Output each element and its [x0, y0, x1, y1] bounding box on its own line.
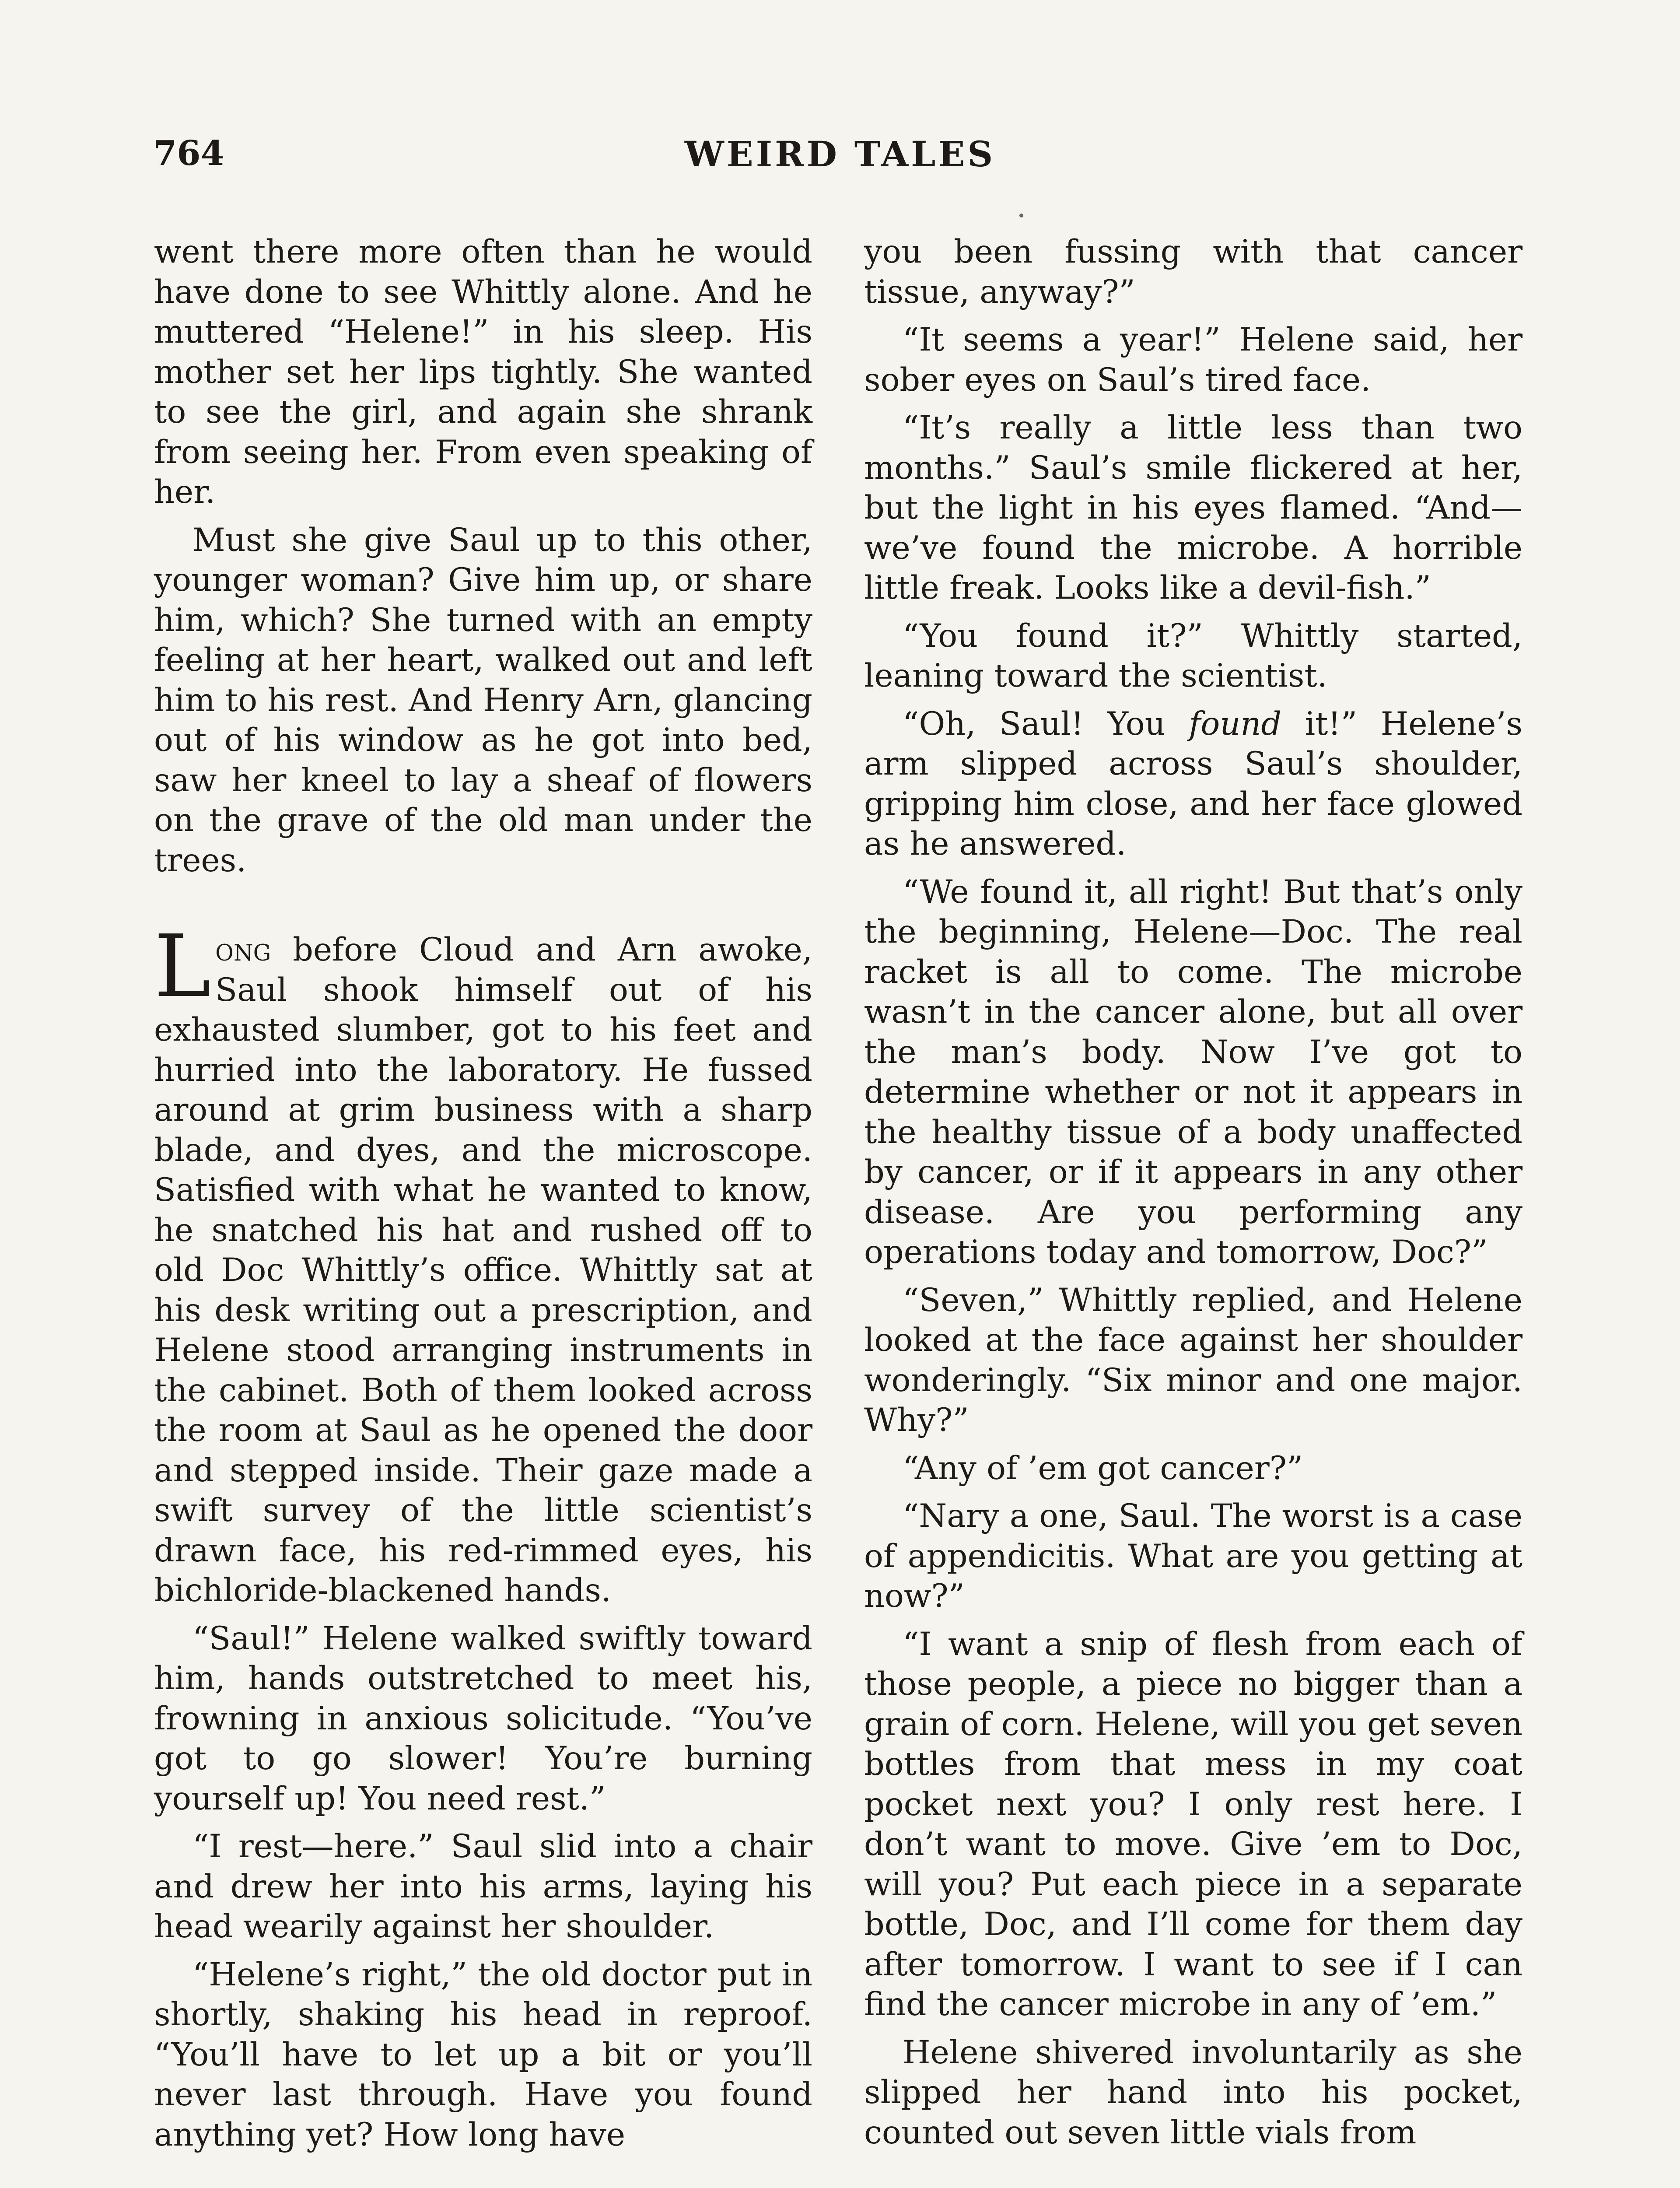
- paragraph: “Any of ’em got cancer?”: [903, 1449, 1303, 1487]
- paragraph: went there more often than he would have done to see Whittly alone. And he muttered “Helene!” in his sleep. His mother set her lips tightly. She wanted to see the girl, and again she shrank from seeing her. From even speaking of her.: [154, 233, 812, 511]
- paragraph: “I rest—here.” Saul slid into a chair and drew her into his arms, laying his head wearily against her shoulder.: [154, 1828, 812, 1945]
- paragraph: “I want a snip of flesh from each of those people, a piece no bigger than a grain of corn. Helene, will you get seven bottles from that mess in my coat pocket next you? I only rest here. I don’t want to move. Give ’em to Doc, will you? Put each piece in a separate bottle, Doc, and I’ll come for them day after tomorrow. I want to see if I can find the cancer microbe in any of ’em.”: [864, 1625, 1522, 2023]
- left-column: [154, 232, 812, 2163]
- paragraph: you been fussing with that cancer tissue, anyway?”: [864, 233, 1522, 311]
- paragraph: Must she give Saul up to this other, younger woman? Give him up, or share him, which? She turned with an empty feeling at her heart, walked out and left him to his rest. And Henry Arn, glancing out of his window as he got into bed, saw her kneel to lay a sheaf of flowers on the grave of the old man under the trees.: [154, 521, 812, 879]
- paragraph: “It’s really a little less than two months.” Saul’s smile flickered at her, but the light in his eyes flamed. “And—we’ve found the microbe. A horrible little freak. Looks like a devil-fish.”: [864, 409, 1522, 607]
- italic-emphasis: found: [1189, 705, 1282, 743]
- running-title: WEIRD TALES: [684, 133, 996, 175]
- paragraph: Helene shivered involuntarily as she slipped her hand into his pocket, counted out seven little vials from: [864, 2034, 1522, 2151]
- paragraph-text: it!” Helene’s arm slipped across Saul’s shoulder, gripping him close, and her face glowed as he answered.: [864, 705, 1523, 863]
- paragraph: “Nary a one, Saul. The worst is a case of appendicitis. What are you getting at now?”: [864, 1497, 1522, 1615]
- paragraph: “We found it, all right! But that’s only the beginning, Helene—Doc. The real racket is all to come. The microbe wasn’t in the cancer alone, but all over the man’s body. Now I’ve got to determine whether or not it appears in the healthy tissue of a body unaffected by cancer, or if it appears in any other disease. Are you performing any operations today and tomorrow, Doc?”: [864, 873, 1522, 1271]
- paragraph: “Helene’s right,” the old doctor put in shortly, shaking his head in reproof. “You’ll have to let up a bit or you’ll never last through. Have you found anything yet? How long have: [154, 1956, 812, 2153]
- paragraph: “You found it?” Whittly started, leaning toward the scientist.: [864, 617, 1522, 694]
- paragraph-text: “Oh, Saul! You: [903, 705, 1189, 743]
- right-column: [864, 232, 1522, 2160]
- paragraph: “Saul!” Helene walked swiftly toward him, hands outstretched to meet his, frowning in anxious solicitude. “You’ve got to go slower! You’re burning yourself up! You need rest.”: [154, 1620, 812, 1817]
- drop-cap: L: [154, 917, 211, 1017]
- print-speck: [1019, 214, 1023, 217]
- page-number: 764: [153, 133, 224, 173]
- paragraph: “It seems a year!” Helene said, her sober eyes on Saul’s tired face.: [864, 321, 1522, 399]
- paragraph-dropcap: [154, 917, 812, 1611]
- section-break: [154, 888, 812, 930]
- page-header: [153, 133, 1527, 190]
- paragraph-text: before Cloud and Arn awoke, Saul shook himself out of his exhausted slumber, got to his feet and hurried into the laboratory. He fussed around at grim business with a sharp blade, and dyes, and the microscope. Satisfied with what he wanted to know, he snatched his hat and rushed off to old Doc Whittly’s office. Whittly sat at his desk writing out a prescription, and Helene stood arranging instruments in the cabinet. Both of them looked across the room at Saul as he opened the door and stepped inside. Their gaze made a swift survey of the little scientist’s drawn face, his red-rimmed eyes, his bichloride-blackened hands.: [154, 931, 812, 1609]
- small-caps-lead: ong: [215, 931, 271, 968]
- paragraph: [864, 704, 1522, 864]
- paragraph: “Seven,” Whittly replied, and Helene looked at the face against her shoulder wonderingly. “Six minor and one major. Why?”: [864, 1281, 1522, 1439]
